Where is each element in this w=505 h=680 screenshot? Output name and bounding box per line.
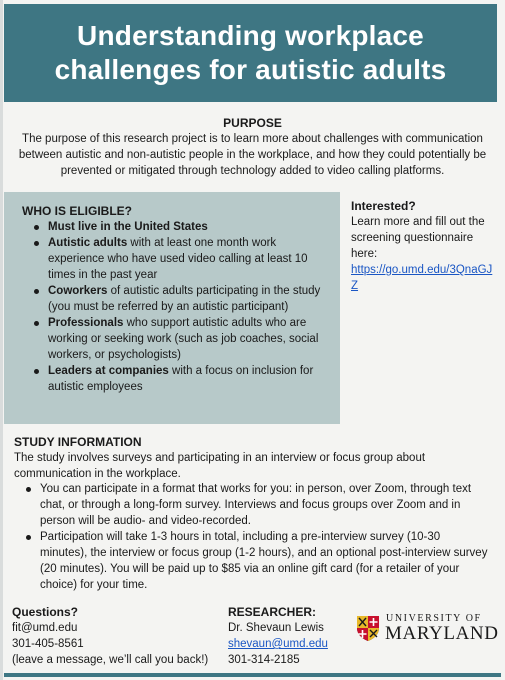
researcher-email[interactable]: shevaun@umd.edu (228, 638, 328, 650)
eligibility-item-bold: Coworkers (48, 285, 108, 297)
eligibility-list (34, 219, 324, 395)
eligibility-item-bold: Must live in the United States (48, 221, 208, 233)
questions-contact (12, 604, 208, 668)
bottom-rule (4, 673, 501, 677)
eligibility-item (34, 235, 324, 283)
logo-line-1: UNIVERSITY OF (386, 613, 482, 624)
eligibility-item (34, 363, 324, 395)
title-banner (4, 4, 497, 102)
logo-line-2: MARYLAND (385, 623, 499, 644)
researcher-name: Dr. Shevaun Lewis (228, 622, 324, 634)
university-logo (354, 611, 498, 645)
eligibility-item (34, 315, 324, 363)
title-line-2: challenges for autistic adults (54, 54, 447, 85)
interested-panel (351, 198, 497, 294)
questions-heading: Questions? (12, 605, 79, 619)
interested-body: Learn more and fill out the screening questionnaire here: (351, 216, 485, 260)
eligibility-item-text: of autistic adults participating in the study (you must be referred by an autistic participant) (48, 285, 321, 313)
purpose-body: The purpose of this research project is to learn more about challenges with communication between autistic and non-autistic people in the workplace, and how they could potentially be prevented or mitigated through technology added to video calling platforms. (18, 133, 487, 177)
eligibility-item-bold: Professionals (48, 317, 124, 329)
study-item: Participation will take 1-3 hours in total, including a pre-interview survey (10-30 minutes), the interview or focus group (1-2 hours), and an optional post-interview survey (20 minutes). You will be paid up to $85 via an online gift card (for a retailer of your choice) for your time. (26, 529, 488, 593)
page-edge (0, 0, 3, 680)
eligibility-item-text: with a focus on inclusion for autistic employees (48, 365, 314, 393)
study-heading: STUDY INFORMATION (14, 435, 142, 449)
title-line-1: Understanding workplace (77, 20, 424, 51)
researcher-phone: 301-314-2185 (228, 654, 300, 666)
eligibility-item (34, 219, 324, 235)
study-item: You can participate in a format that works for you: in person, over Zoom, through text chat, or through a long-form survey. Interviews and focus groups over Zoom and in person will be audio- and video-recorded. (26, 481, 488, 529)
questions-note: (leave a message, we’ll call you back!) (12, 654, 209, 666)
maryland-shield-icon (354, 614, 382, 642)
eligibility-heading: WHO IS ELIGIBLE? (22, 204, 132, 218)
eligibility-item-bold: Leaders at companies (48, 365, 169, 377)
eligibility-item-bold: Autistic adults (48, 237, 128, 249)
researcher-contact (228, 604, 328, 668)
study-list (26, 481, 488, 593)
purpose-heading: PURPOSE (223, 116, 282, 130)
study-intro: The study involves surveys and participating in an interview or focus group about communication in the workplace. (14, 452, 426, 480)
interested-heading: Interested? (351, 199, 416, 213)
questions-email[interactable]: fit@umd.edu (12, 622, 78, 634)
eligibility-box (4, 192, 340, 424)
screening-link[interactable]: https://go.umd.edu/3QnaGJZ (351, 264, 493, 292)
eligibility-item (34, 283, 324, 315)
questions-phone: 301-405-8561 (12, 638, 84, 650)
eligibility-item-text: with at least one month work experience who have used video calling at least 10 times in the past year (48, 237, 308, 281)
researcher-heading: RESEARCHER: (228, 605, 317, 619)
eligibility-item-text: who support autistic adults who are working or seeking work (such as job coaches, social workers, or psychologists) (48, 317, 319, 361)
